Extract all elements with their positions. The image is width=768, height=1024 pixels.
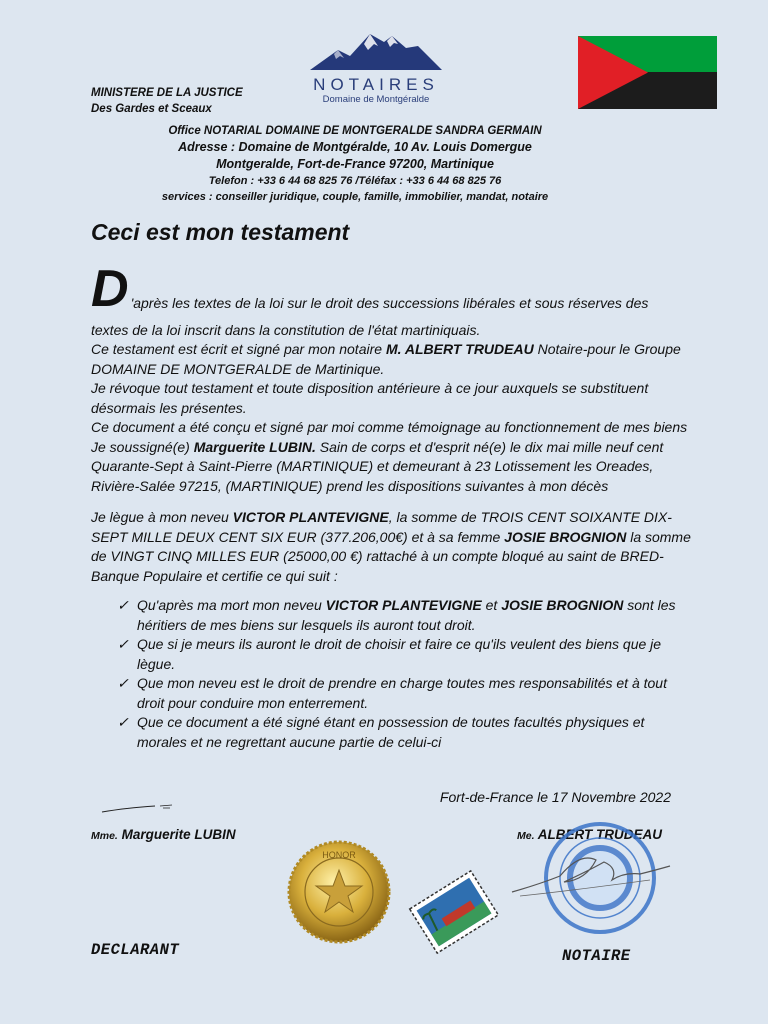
paragraph-intro: textes de la loi inscrit dans la constitution de l'état martiniquais.	[91, 321, 481, 338]
office-services: services : conseiller juridique, couple, famille, immobilier, mandat, notaire	[161, 191, 549, 203]
gold-seal-icon	[284, 840, 394, 944]
notary-name: M. ALBERT TRUDEAU	[385, 341, 534, 357]
mountain-logo-icon	[308, 28, 444, 72]
paragraph-notary: Ce testament est écrit et signé par mon notaire M. ALBERT TRUDEAU Notaire-pour le Groupe DOMAINE DE MONTGERALDE de Martinique.	[91, 341, 681, 377]
office-city: Montgeralde, Fort-de-France 97200, Martinique	[216, 157, 494, 171]
checkmark-icon: ✓	[117, 675, 129, 691]
document-title: Ceci est mon testament	[91, 219, 350, 245]
checkmark-icon: ✓	[117, 714, 129, 730]
paragraph-bequest: Je lègue à mon neveu VICTOR PLANTEVIGNE, la somme de TROIS CENT SOIXANTE DIX-SEPT MILLE DEUX CENT SIX EUR (377.206,00€) et à sa femme JOSIE BROGNION la somme de VINGT CINQ MILLES EUR (25000,00 €) rattaché à un compte bloqué au saint de BRED-Banque Populaire et certifie ce qui suit :	[91, 509, 691, 584]
logo-subtitle: Domaine de Montgéralde	[322, 94, 430, 105]
notary-signature-line: Me. ALBERT TRUDEAU	[517, 827, 663, 842]
paragraph-testimony: Ce document a été conçu et signé par moi comme témoignage au fonctionnement de mes biens	[91, 419, 688, 435]
ministry-title: MINISTERE DE LA JUSTICE	[91, 87, 243, 99]
list-item: ✓ Que ce document a été signé étant en possession de toutes facultés physiques et morales et ne regrettant aucune partie de celui-ci	[117, 714, 645, 750]
paragraph-revocation: Je révoque tout testament et toute disposition antérieure à ce jour auxquels se substituent désormais les présentes.	[91, 380, 649, 416]
logo-name: NOTAIRES	[313, 75, 439, 94]
heir-name: VICTOR PLANTEVIGNE	[232, 509, 389, 525]
ministry-subtitle: Des Gardes et Sceaux	[91, 103, 212, 115]
document-date: Fort-de-France le 17 Novembre 2022	[439, 789, 671, 805]
heir-spouse-name: JOSIE BROGNION	[504, 528, 627, 545]
checkmark-icon: ✓	[117, 597, 129, 613]
martinique-flag-icon	[578, 36, 717, 109]
ministry-block	[91, 85, 243, 117]
notaire-label: NOTAIRE	[562, 947, 631, 965]
notary-stamp-icon	[500, 822, 675, 940]
list-item: ✓ Que mon neveu est le droit de prendre en charge toutes mes responsabilités et à tout droit pour conduire mon enterrement.	[117, 675, 667, 711]
paragraph-first-line: 'après les textes de la loi sur le droit des successions libérales et sous réserves des	[130, 295, 649, 311]
conditions-list	[91, 596, 691, 752]
notaires-logo	[300, 28, 452, 105]
dropcap-letter: D	[91, 260, 129, 318]
list-item: ✓ Que si je meurs ils auront le droit de choisir et faire ce qu'ils veulent des biens que je lègue.	[117, 636, 662, 672]
office-phone: Telefon : +33 6 44 68 825 76 /Téléfax : +33 6 44 68 825 76	[208, 175, 502, 187]
handwritten-signature-icon	[100, 800, 175, 816]
office-info	[91, 124, 619, 205]
declarant-name: Marguerite LUBIN.	[193, 438, 316, 455]
office-name: Office NOTARIAL DOMAINE DE MONTGERALDE SANDRA GERMAIN	[168, 125, 542, 137]
seal-text: HONOR	[322, 850, 356, 860]
paragraph-declarant: Je soussigné(e) Marguerite LUBIN. Sain de corps et d'esprit né(e) le dix mai mille neuf cent Quarante-Sept à Saint-Pierre (MARTINIQUE) et demeurant à 23 Lotissement les Oreades, Rivière-Salée 97215, (MARTINIQUE) prend les dispositions suivantes à mon décès	[91, 438, 664, 494]
postage-stamp-icon	[404, 864, 504, 960]
office-address: Adresse : Domaine de Montgéralde, 10 Av. Louis Domergue	[178, 140, 532, 154]
declarant-signature-line: Mme. Marguerite LUBIN	[91, 827, 236, 842]
list-item: ✓ Qu'après ma mort mon neveu VICTOR PLANTEVIGNE et JOSIE BROGNION sont les héritiers de mes biens sur lesquels ils auront tout droit.	[117, 597, 676, 633]
declarant-label: DECLARANT	[91, 941, 180, 959]
testament-body	[91, 260, 691, 752]
checkmark-icon: ✓	[117, 636, 129, 652]
